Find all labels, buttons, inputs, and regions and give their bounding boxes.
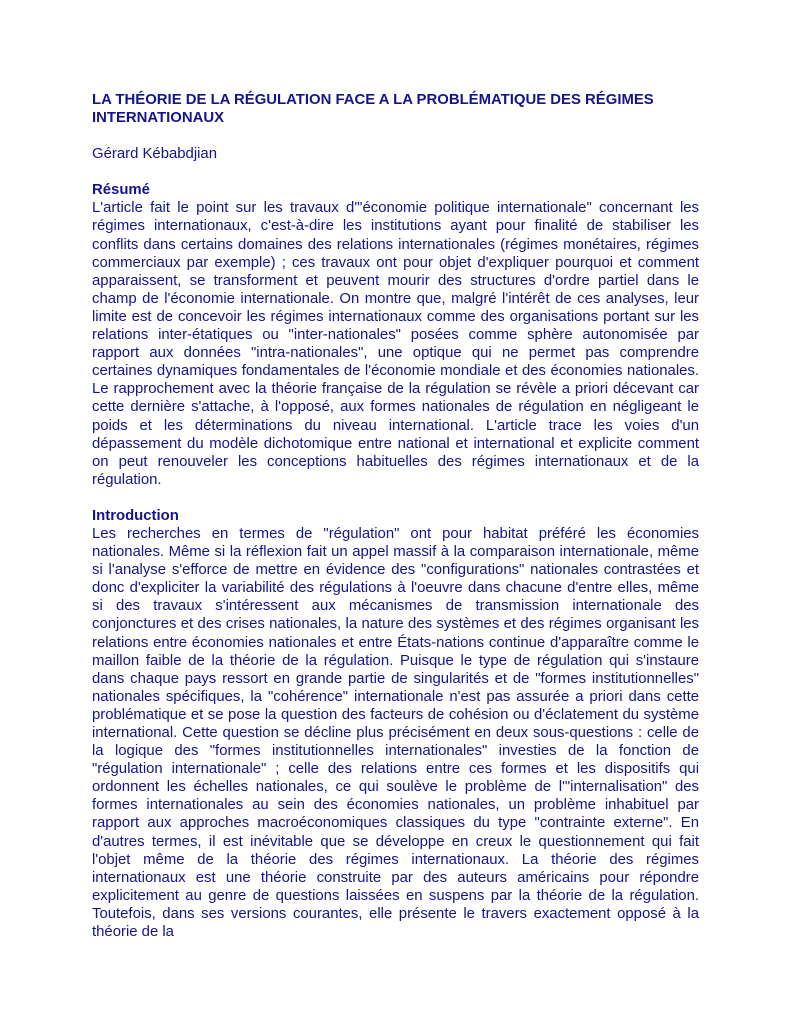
document-author: Gérard Kébabdjian — [92, 146, 217, 163]
introduction-heading: Introduction — [92, 507, 179, 524]
abstract-text: L'article fait le point sur les travaux d'"économie politique internationale" concernant les régimes internationaux, c'est-à-dire les institutions ayant pour finalité de stabiliser les conflits dans certains domaines des relations internationales (régimes monétaires, régimes commerciaux par exemple) ; ces travaux ont pour objet d'expliquer pourquoi et comment apparaissent, se transforment et peuvent mourir des structures d'ordre partiel dans le champ de l'économie internationale. On montre que, malgré l'intérêt de ces analyses, leur limite est de concevoir les régimes internationaux comme des organisations portant sur les relations inter-étatiques ou "inter-nationales" posées comme sphère autonomisée par rapport aux données "intra-nationales", une optique qui ne permet pas comprendre certaines dynamiques fondamentales de l'économie mondiale et des économies nationales. Le rapprochement avec la théorie française de la régulation se révèle a priori décevant car cette dernière s'attache, à l'opposé, aux formes nationales de régulation en négligeant le poids et les déterminations du niveau international. L'article trace les voies d'un dépassement du modèle dichotomique entre national et international et explicite comment on peut renouveler les conceptions habituelles des régimes internationaux et de la régulation. — [92, 200, 699, 488]
document-title: LA THÉORIE DE LA RÉGULATION FACE A LA PROBLÉMATIQUE DES RÉGIMES INTERNATIONAUX — [92, 92, 654, 127]
document-page — [92, 91, 699, 959]
abstract-heading: Résumé — [92, 182, 150, 199]
introduction-text: Les recherches en termes de "régulation" ont pour habitat préféré les économies nationales. Même si la réflexion fait un appel massif à la comparaison internationale, même si l'analyse s'efforce de mettre en évidence des "configurations" nationales contrastées et donc d'expliciter la variabilité des régulations à l'oeuvre dans chacune d'entre elles, même si des travaux s'intéressent aux mécanismes de transmission internationale des conjonctures et des crises nationales, la nature des systèmes et des régimes organisant les relations entre économies nationales et entre États-nations continue d'apparaître comme le maillon faible de la théorie de la régulation. Puisque le type de régulation qui s'instaure dans chaque pays ressort en grande partie de singularités et de "formes institutionnelles" nationales spécifiques, la "cohérence" internationale n'est pas assurée a priori dans cette problématique et se pose la question des facteurs de cohésion ou d'éclatement du système international. Cette question se décline plus précisément en deux sous-questions : celle de la logique des "formes institutionnelles internationales" investies de la fonction de "régulation internationale" ; celle des relations entre ces formes et les dispositifs qui ordonnent les échelles nationales, ce qui soulève le problème de l'"internalisation" des formes internationales au sein des économies nationales, un problème inhabituel par rapport aux approches macroéconomiques classiques du type "contrainte externe". En d'autres termes, il est inévitable que se développe en creux le questionnement qui fait l'objet même de la théorie des régimes internationaux. La théorie des régimes internationaux est une théorie construite par des auteurs américains pour répondre explicitement au genre de questions laissées en suspens par la théorie de la régulation. Toutefois, dans ses versions courantes, elle présente le travers exactement opposé à la théorie de la — [92, 525, 699, 941]
